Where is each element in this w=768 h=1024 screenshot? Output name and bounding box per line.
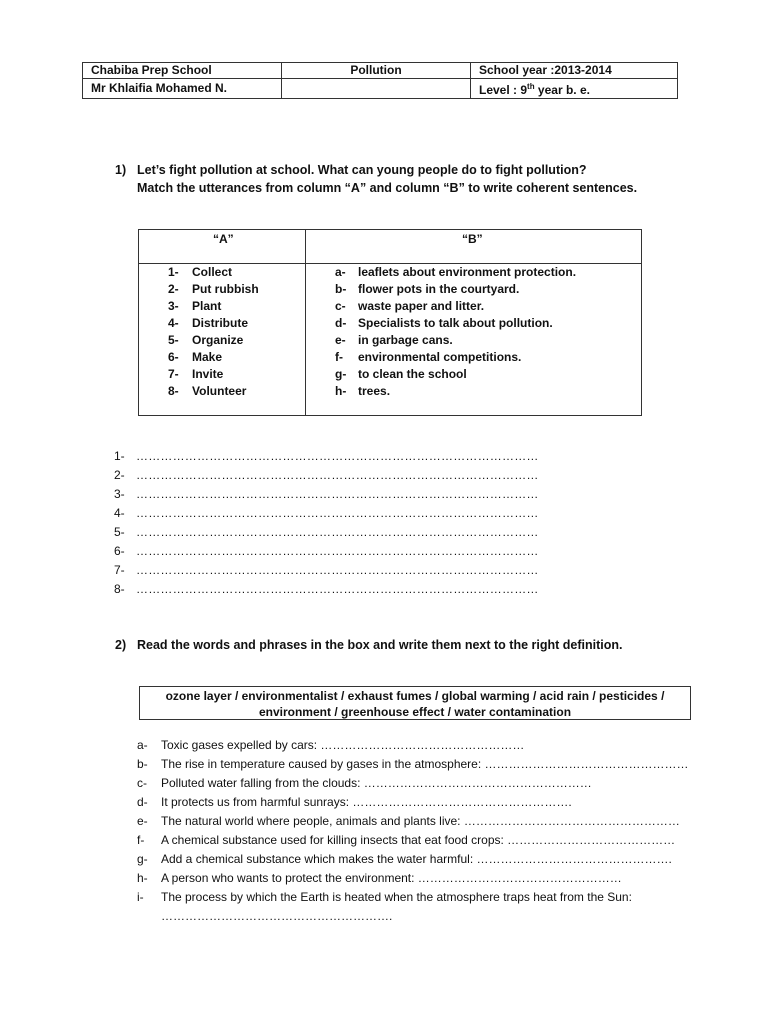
question-1 bbox=[115, 161, 675, 201]
definition-text[interactable]: Polluted water falling from the clouds: ………………………………………………… bbox=[161, 776, 592, 790]
match-a-verb: Make bbox=[192, 350, 223, 364]
answer-line-number: 4- bbox=[114, 506, 125, 520]
word-box-line-1: ozone layer / environmentalist / exhaust fumes / global warming / acid rain / pesticides / bbox=[165, 689, 665, 703]
match-a-number: 7- bbox=[168, 367, 179, 381]
answer-line-dots[interactable]: ……………………………………………………………………………………… bbox=[136, 544, 539, 558]
answer-line-number: 8- bbox=[114, 582, 125, 596]
match-b-letter: a- bbox=[335, 265, 346, 279]
match-b-phrase: in garbage cans. bbox=[358, 333, 453, 347]
match-b-letter: d- bbox=[335, 316, 347, 330]
question-2 bbox=[115, 636, 675, 656]
definition-item bbox=[137, 907, 697, 926]
match-row bbox=[139, 298, 641, 315]
definition-text[interactable]: …………………………………………………. bbox=[161, 909, 393, 923]
question-2-text: Read the words and phrases in the box and write them next to the right definition. bbox=[137, 638, 623, 652]
answer-line[interactable] bbox=[114, 542, 539, 561]
answer-line-dots[interactable]: ……………………………………………………………………………………… bbox=[136, 563, 539, 577]
match-a-number: 6- bbox=[168, 350, 179, 364]
match-b-phrase: trees. bbox=[358, 384, 391, 398]
answer-line[interactable] bbox=[114, 447, 539, 466]
match-a-verb: Distribute bbox=[192, 316, 249, 330]
match-b-letter: f- bbox=[335, 350, 343, 364]
word-box bbox=[139, 686, 691, 720]
question-1-line-1: Let’s fight pollution at school. What can young people do to fight pollution? bbox=[137, 163, 587, 177]
definition-item bbox=[137, 793, 697, 812]
definition-item bbox=[137, 812, 697, 831]
definition-item bbox=[137, 850, 697, 869]
answer-line-number: 5- bbox=[114, 525, 125, 539]
definition-text[interactable]: A chemical substance used for killing insects that eat food crops: …………………………………… bbox=[161, 833, 676, 847]
match-a-number: 1- bbox=[168, 265, 179, 279]
match-b-letter: h- bbox=[335, 384, 347, 398]
answer-line-number: 2- bbox=[114, 468, 125, 482]
header-table bbox=[82, 62, 678, 99]
match-row bbox=[139, 264, 641, 281]
match-a-verb: Invite bbox=[192, 367, 224, 381]
match-row bbox=[139, 366, 641, 383]
answer-line-dots[interactable]: ……………………………………………………………………………………… bbox=[136, 468, 539, 482]
match-b-phrase: waste paper and litter. bbox=[358, 299, 485, 313]
answer-line-dots[interactable]: ……………………………………………………………………………………… bbox=[136, 506, 539, 520]
definition-letter: d- bbox=[137, 795, 148, 809]
answer-line-number: 7- bbox=[114, 563, 125, 577]
school-year: School year :2013-2014 bbox=[471, 63, 678, 79]
match-b-letter: g- bbox=[335, 367, 347, 381]
header-empty-cell bbox=[282, 79, 471, 99]
class-level: Level : 9th year b. e. bbox=[471, 79, 678, 99]
definition-letter: a- bbox=[137, 738, 148, 752]
match-row bbox=[139, 349, 641, 366]
definition-letter: e- bbox=[137, 814, 148, 828]
definition-text[interactable]: The process by which the Earth is heated when the atmosphere traps heat from the Sun: bbox=[161, 890, 632, 904]
match-a-number: 8- bbox=[168, 384, 179, 398]
match-a-verb: Collect bbox=[192, 265, 233, 279]
definition-item bbox=[137, 831, 697, 850]
match-row bbox=[139, 281, 641, 298]
matching-table bbox=[138, 229, 642, 416]
match-row bbox=[139, 383, 641, 400]
match-b-phrase: flower pots in the courtyard. bbox=[358, 282, 520, 296]
definition-text[interactable]: Toxic gases expelled by cars: …………………………………………… bbox=[161, 738, 525, 752]
teacher-name: Mr Khlaifia Mohamed N. bbox=[83, 79, 282, 99]
answer-line[interactable] bbox=[114, 580, 539, 599]
definition-item bbox=[137, 736, 697, 755]
definition-item bbox=[137, 869, 697, 888]
match-b-letter: e- bbox=[335, 333, 346, 347]
question-1-line-2: Match the utterances from column “A” and column “B” to write coherent sentences. bbox=[137, 181, 638, 195]
school-name: Chabiba Prep School bbox=[83, 63, 282, 79]
definition-item bbox=[137, 774, 697, 793]
match-a-verb: Organize bbox=[192, 333, 244, 347]
word-box-line-2: environment / greenhouse effect / water contamination bbox=[258, 705, 572, 719]
answer-line-number: 1- bbox=[114, 449, 125, 463]
answer-line[interactable] bbox=[114, 523, 539, 542]
match-a-verb: Volunteer bbox=[192, 384, 247, 398]
definition-letter: h- bbox=[137, 871, 148, 885]
match-b-phrase: leaflets about environment protection. bbox=[358, 265, 577, 279]
answer-line-dots[interactable]: ……………………………………………………………………………………… bbox=[136, 449, 539, 463]
definition-letter: b- bbox=[137, 757, 148, 771]
match-a-verb: Put rubbish bbox=[192, 282, 259, 296]
match-b-phrase: environmental competitions. bbox=[358, 350, 522, 364]
definition-letter: g- bbox=[137, 852, 148, 866]
definition-text[interactable]: The rise in temperature caused by gases in the atmosphere: …………………………………………… bbox=[161, 757, 689, 771]
match-b-phrase: Specialists to talk about pollution. bbox=[358, 316, 553, 330]
answer-line-number: 6- bbox=[114, 544, 125, 558]
definition-text[interactable]: It protects us from harmful sunrays: ………………………………………………. bbox=[161, 795, 572, 809]
answer-line[interactable] bbox=[114, 466, 539, 485]
definition-text[interactable]: The natural world where people, animals and plants live: ……………………………………………… bbox=[161, 814, 680, 828]
column-b-header: “B” bbox=[462, 232, 483, 246]
answer-line-dots[interactable]: ……………………………………………………………………………………… bbox=[136, 582, 539, 596]
column-a-header: “A” bbox=[213, 232, 234, 246]
match-a-number: 2- bbox=[168, 282, 179, 296]
definition-item bbox=[137, 888, 697, 907]
match-a-number: 4- bbox=[168, 316, 179, 330]
answer-line[interactable] bbox=[114, 504, 539, 523]
match-b-phrase: to clean the school bbox=[358, 367, 467, 381]
match-a-verb: Plant bbox=[192, 299, 222, 313]
answer-line[interactable] bbox=[114, 561, 539, 580]
match-b-letter: b- bbox=[335, 282, 347, 296]
answer-line[interactable] bbox=[114, 485, 539, 504]
answer-line-number: 3- bbox=[114, 487, 125, 501]
definition-letter: c- bbox=[137, 776, 147, 790]
match-a-number: 5- bbox=[168, 333, 179, 347]
definition-text[interactable]: Add a chemical substance which makes the water harmful: …………………………………………. bbox=[161, 852, 672, 866]
definition-letter: f- bbox=[137, 833, 145, 847]
worksheet-title: Pollution bbox=[282, 63, 471, 79]
question-2-number: 2) bbox=[115, 638, 127, 652]
match-b-letter: c- bbox=[335, 299, 346, 313]
definition-letter: i- bbox=[137, 890, 144, 904]
match-row bbox=[139, 315, 641, 332]
answer-line-dots[interactable]: ……………………………………………………………………………………… bbox=[136, 525, 539, 539]
question-1-number: 1) bbox=[115, 163, 127, 177]
match-row bbox=[139, 332, 641, 349]
answer-line-dots[interactable]: ……………………………………………………………………………………… bbox=[136, 487, 539, 501]
definition-text[interactable]: A person who wants to protect the environment: …………………………………………… bbox=[161, 871, 622, 885]
match-a-number: 3- bbox=[168, 299, 179, 313]
definition-item bbox=[137, 755, 697, 774]
